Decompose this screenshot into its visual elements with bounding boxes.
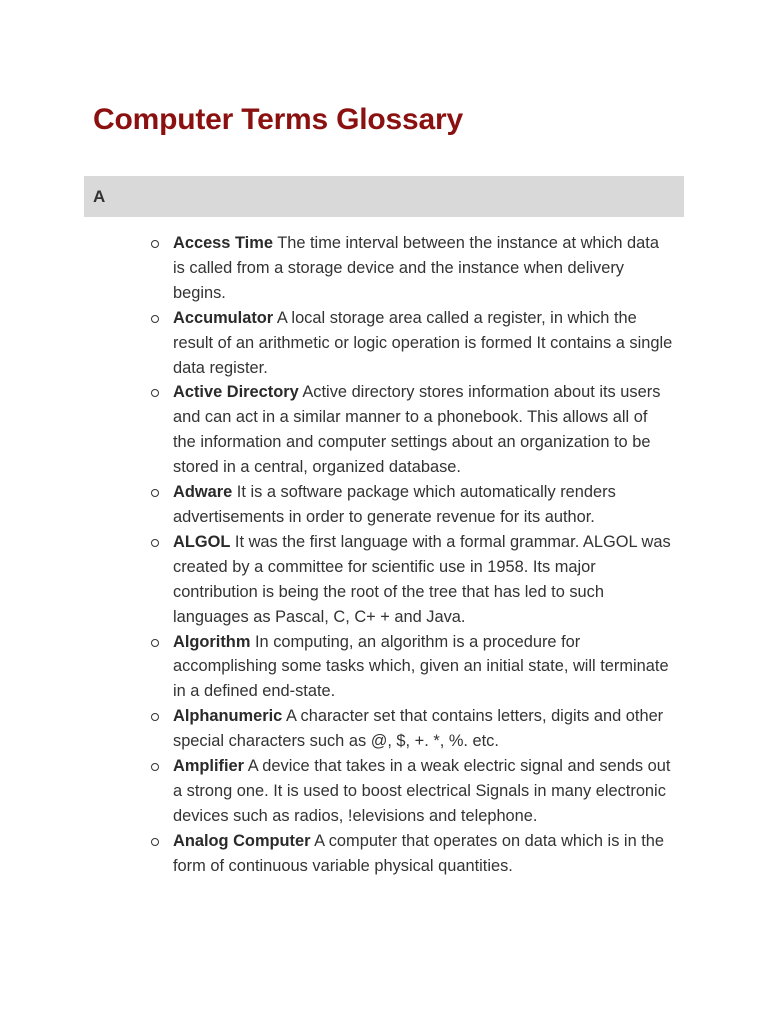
term-name: Alphanumeric — [173, 707, 283, 726]
term-definition: A computer that operates on data which is in the form of continuous variable physical quantities. — [173, 831, 665, 875]
term-definition: In computing, an algorithm is a procedure for accomplishing some tasks which, given an initial state, will terminate in a defined end-state. — [173, 632, 669, 701]
hollow-circle-bullet-icon — [151, 389, 159, 397]
hollow-circle-bullet-icon — [151, 315, 159, 323]
hollow-circle-bullet-icon — [151, 713, 159, 721]
hollow-circle-bullet-icon — [151, 489, 159, 497]
glossary-item — [173, 630, 673, 705]
hollow-circle-bullet-icon — [151, 838, 159, 846]
term-definition: Active directory stores information about its users and can act in a similar manner to a phonebook. This allows all of the information and computer settings about an organization to be stored in a central, organized database. — [173, 383, 661, 477]
term-definition: A character set that contains letters, digits and other special characters such as @, $, +. *, %. etc. — [173, 707, 664, 751]
glossary-item — [173, 480, 673, 530]
term-definition: A device that takes in a weak electric signal and sends out a strong one. It is used to boost electrical Signals in many electronic devices such as radios, !elevisions and telephone. — [173, 757, 671, 825]
term-name: Analog Computer — [173, 831, 311, 850]
term-name: ALGOL — [173, 532, 231, 551]
section-header-a — [84, 176, 684, 217]
term-definition: It is a software package which automatically renders advertisements in order to generate revenue for its author. — [173, 483, 616, 526]
glossary-item — [173, 380, 673, 480]
glossary-item — [173, 530, 673, 630]
page-title: Computer Terms Glossary — [93, 103, 463, 136]
hollow-circle-bullet-icon — [151, 763, 159, 771]
glossary-item — [173, 704, 673, 754]
term-list — [173, 231, 673, 879]
hollow-circle-bullet-icon — [151, 240, 159, 248]
section-letter: A — [93, 187, 106, 206]
term-name: Adware — [173, 483, 233, 502]
term-name: Access Time — [173, 234, 273, 252]
glossary-item — [173, 231, 673, 306]
term-name: Algorithm — [173, 632, 251, 651]
glossary-item — [173, 829, 673, 879]
term-definition: The time interval between the instance at which data is called from a storage device and the instance when delivery begins. — [173, 234, 659, 302]
hollow-circle-bullet-icon — [151, 539, 159, 547]
term-definition: It was the first language with a formal grammar. ALGOL was created by a committee for scientific use in 1958. Its major contribution is being the root of the tree that has led to such languages as Pascal, C, C+ + and Java. — [173, 532, 671, 626]
glossary-item — [173, 306, 673, 381]
term-name: Amplifier — [173, 757, 245, 776]
term-name: Active Directory — [173, 383, 299, 402]
hollow-circle-bullet-icon — [151, 639, 159, 647]
term-definition: A local storage area called a register, in which the result of an arithmetic or logic operation is formed It contains a single data register. — [173, 308, 673, 377]
glossary-item — [173, 754, 673, 829]
term-name: Accumulator — [173, 308, 274, 327]
